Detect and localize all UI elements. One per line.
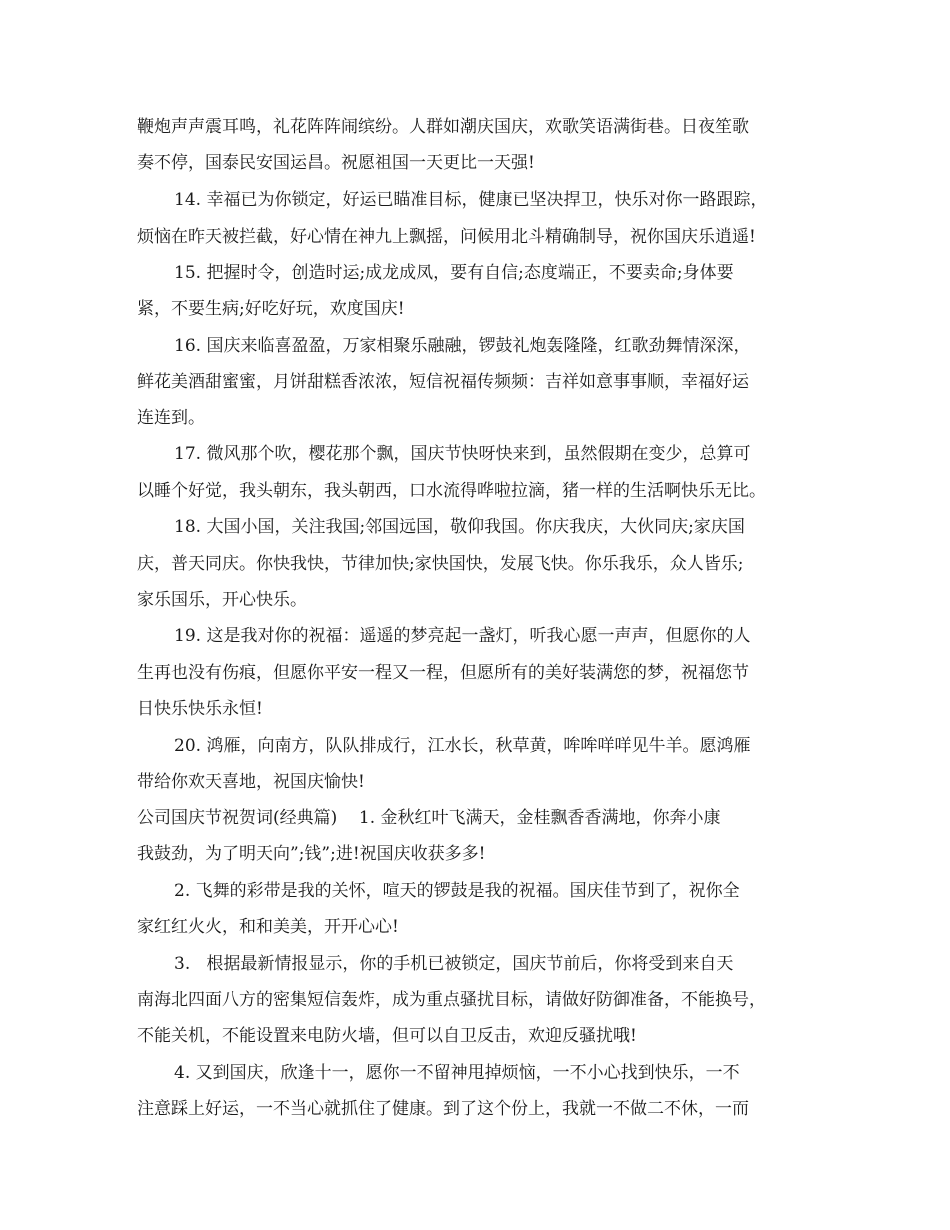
- text-line: 南海北四面八方的密集短信轰炸，成为重点骚扰目标，请做好防御准备，不能换号，: [137, 990, 766, 1010]
- text-line: 奏不停，国泰民安国运昌。祝愿祖国一天更比一天强!: [137, 153, 535, 173]
- text-line: 20. 鸿雁，向南方，队队排成行，江水长，秋草黄，哞哞咩咩见牛羊。愿鸿雁: [174, 736, 751, 756]
- text-line: 4. 又到国庆，欣逢十一，愿你一不留神甩掉烦恼，一不小心找到快乐，一不: [174, 1063, 740, 1083]
- text-line: 鞭炮声声震耳鸣，礼花阵阵闹缤纷。人群如潮庆国庆，欢歌笑语满街巷。日夜笙歌: [137, 117, 749, 137]
- text-line: 庆，普天同庆。你快我快，节律加快;家快国快，发展飞快。你乐我乐，众人皆乐;: [137, 554, 744, 574]
- text-line: 不能关机，不能设置来电防火墙，但可以自卫反击，欢迎反骚扰哦!: [137, 1026, 637, 1046]
- text-line: 14. 幸福已为你锁定，好运已瞄准目标，健康已坚决捍卫，快乐对你一路跟踪，: [174, 190, 768, 210]
- text-line: 日快乐快乐永恒!: [137, 699, 263, 719]
- text-line: 注意踩上好运，一不当心就抓住了健康。到了这个份上，我就一不做二不休，一而: [137, 1099, 749, 1119]
- text-line: 我鼓劲，为了明天向”;钱”;进!祝国庆收获多多!: [137, 844, 486, 864]
- text-line: 鲜花美酒甜蜜蜜，月饼甜糕香浓浓，短信祝福传频频：吉祥如意事事顺，幸福好运: [137, 372, 749, 392]
- text-line: 18. 大国小国，关注我国;邻国远国，敬仰我国。你庆我庆，大伙同庆;家庆国: [174, 517, 745, 537]
- text-line: 以睡个好觉，我头朝东，我头朝西，口水流得哗啦拉滴，猪一样的生活啊快乐无比。: [137, 481, 766, 501]
- text-line: 19. 这是我对你的祝福：遥遥的梦亮起一盏灯，听我心愿一声声，但愿你的人: [174, 626, 751, 646]
- text-line: 带给你欢天喜地，祝国庆愉快!: [137, 772, 365, 792]
- text-line: 家红红火火，和和美美，开开心心!: [137, 917, 399, 937]
- text-line: 17. 微风那个吹，樱花那个飘，国庆节快呀快来到，虽然假期在变少，总算可: [174, 444, 751, 464]
- text-line: 连连到。: [137, 408, 205, 428]
- text-line: 3. 根据最新情报显示，你的手机已被锁定，国庆节前后，你将受到来自天: [174, 954, 734, 974]
- text-line: 公司国庆节祝贺词(经典篇) 1. 金秋红叶飞满天，金桂飘香香满地，你奔小康: [137, 808, 721, 828]
- text-line: 16. 国庆来临喜盈盈，万家相聚乐融融，锣鼓礼炮轰隆隆，红歌劲舞情深深，: [174, 336, 751, 356]
- text-line: 家乐国乐，开心快乐。: [137, 590, 307, 610]
- text-line: 生再也没有伤痕，但愿你平安一程又一程，但愿所有的美好装满您的梦，祝福您节: [137, 663, 749, 683]
- text-line: 紧，不要生病;好吃好玩，欢度国庆!: [137, 299, 405, 319]
- text-line: 烦恼在昨天被拦截，好心情在神九上飘摇，问候用北斗精确制导，祝你国庆乐逍遥!: [137, 227, 756, 247]
- text-line: 15. 把握时令，创造时运;成龙成凤，要有自信;态度端正，不要卖命;身体要: [174, 263, 734, 283]
- text-line: 2. 飞舞的彩带是我的关怀，喧天的锣鼓是我的祝福。国庆佳节到了，祝你全: [174, 881, 740, 901]
